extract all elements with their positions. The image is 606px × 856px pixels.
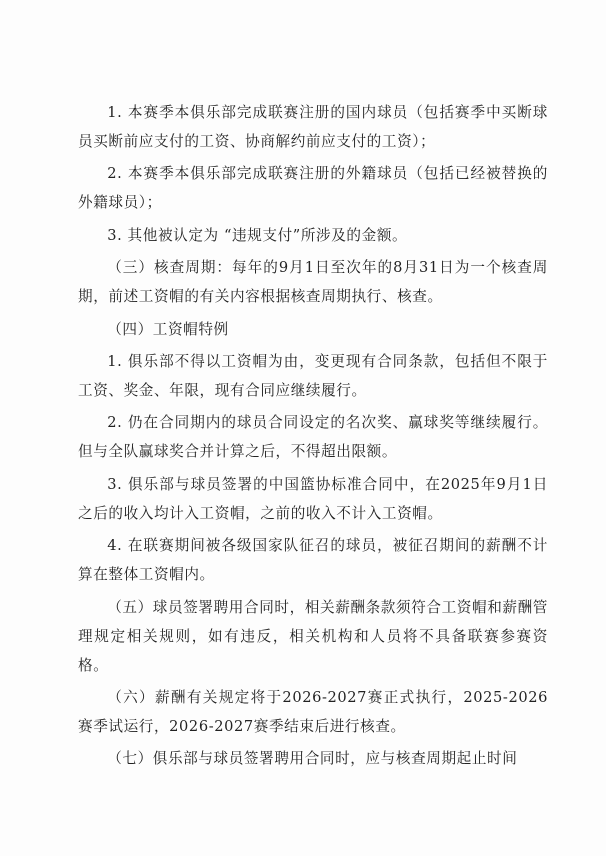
paragraph-exception-2: 2. 仍在合同期内的球员合同设定的名次奖、赢球奖等继续履行。但与全队赢球奖合并计算之后，不得超出限额。 bbox=[78, 414, 548, 461]
paragraph-exception-3: 3. 俱乐部与球员签署的中国篮协标准合同中，在2025年9月1日之后的收入均计入工资帽，之前的收入不计入工资帽。 bbox=[78, 475, 548, 522]
paragraph-exception-4: 4. 在联赛期间被各级国家队征召的球员，被征召期间的薪酬不计算在整体工资帽内。 bbox=[78, 537, 548, 584]
paragraph-exception-1: 1. 俱乐部不得以工资帽为由，变更现有合同条款，包括但不限于工资、奖金、年限，现有合同应继续履行。 bbox=[78, 352, 548, 399]
paragraph-section-4-heading: （四）工资帽特例 bbox=[107, 320, 229, 338]
paragraph-section-7: （七）俱乐部与球员签署聘用合同时，应与核查周期起止时间 bbox=[107, 750, 518, 768]
document-body bbox=[78, 98, 548, 777]
paragraph-section-6: （六）薪酬有关规定将于2026-2027赛正式执行，2025-2026赛季试运行，2026-2027赛季结束后进行核查。 bbox=[78, 688, 548, 735]
paragraph-item-2: 2. 本赛季本俱乐部完成联赛注册的外籍球员（包括已经被替换的外籍球员）； bbox=[78, 165, 548, 212]
paragraph-item-3: 3. 其他被认定为 “违规支付”所涉及的金额。 bbox=[107, 226, 408, 244]
paragraph-section-5: （五）球员签署聘用合同时，相关薪酬条款须符合工资帽和薪酬管理规定相关规则，如有违反，相关机构和人员将不具备联赛参赛资格。 bbox=[78, 598, 548, 674]
paragraph-item-1: 1. 本赛季本俱乐部完成联赛注册的国内球员（包括赛季中买断球员买断前应支付的工资、协商解约前应支付的工资）； bbox=[78, 104, 548, 150]
paragraph-section-3: （三）核查周期：每年的9月1日至次年的8月31日为一个核查周期，前述工资帽的有关内容根据核查周期执行、核查。 bbox=[78, 259, 548, 306]
